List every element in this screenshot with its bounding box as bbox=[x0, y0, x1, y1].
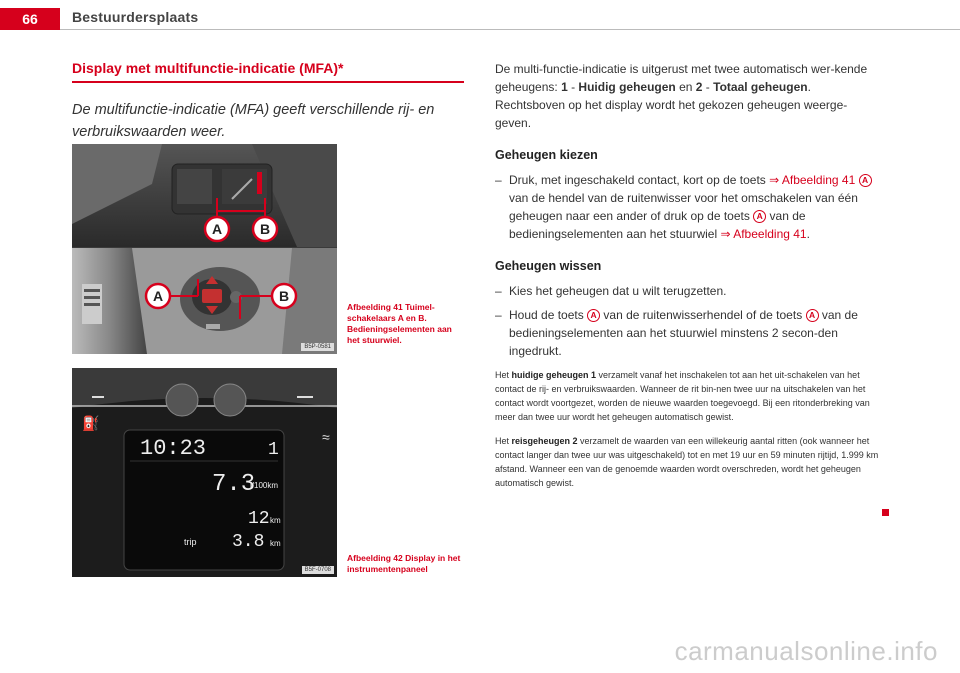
left-column bbox=[72, 60, 467, 143]
button-a-symbol: A bbox=[753, 210, 766, 223]
figure-41-stalk-and-wheel bbox=[72, 144, 337, 354]
intro-paragraph: De multi-functie-indicatie is uitgerust met twee automatisch wer-kende geheugens: 1 - Huidig geheugen en 2 - Totaal geheugen. Rechtsboven op het display wordt het gekozen geheugen weerge-geven. bbox=[495, 62, 868, 130]
section-subtitle: De multifunctie-indicatie (MFA) geeft verschillende rij- en verbruikswaarden weer. bbox=[72, 102, 435, 140]
callout-b-top: B bbox=[259, 221, 271, 237]
svg-text:≈: ≈ bbox=[322, 429, 330, 445]
button-a-symbol: A bbox=[859, 174, 872, 187]
display-memory-number: 1 bbox=[268, 440, 279, 460]
display-range-unit: km bbox=[270, 516, 281, 525]
note-current-memory: Het huidige geheugen 1 verzamelt vanaf het inschakelen tot aan het uit-schakelen van het contact de rij- en verbruikswaarden. Wanneer de rit bin-nen twee uur na uitschakelen van het contact wordt voortgezet, worden de nieuwe waarden toegevoegd. Bij een ritonderbreking van meer dan twee uur wordt het geheugen automatisch gewist. bbox=[495, 370, 870, 422]
watermark: carmanualsonline.info bbox=[674, 636, 938, 666]
figure-42-instrument-display bbox=[72, 368, 337, 577]
callout-a-bottom: A bbox=[152, 288, 164, 304]
heading-clear-memory: Geheugen wissen bbox=[495, 259, 602, 273]
chapter-title: Bestuurdersplaats bbox=[72, 9, 199, 25]
callout-b-bottom: B bbox=[278, 288, 290, 304]
note-trip-memory: Het reisgeheugen 2 verzamelt de waarden van een willekeurig aantal ritten (ook wanneer het contact langer dan twee uur was uitgeschakeld) tot en met 19 uur en 59 minuten rijtijd, 1.999 km afstand. Wanneer een van de genoemde waarden wordt overschreden, wordt het geheugen automatisch gewist. bbox=[495, 436, 879, 488]
display-time: 10:23 bbox=[140, 436, 207, 461]
figure-41-link[interactable]: ⇒ Afbeelding 41 bbox=[720, 227, 807, 241]
heading-select-memory: Geheugen kiezen bbox=[495, 148, 598, 162]
button-a-symbol: A bbox=[806, 309, 819, 322]
header-divider bbox=[60, 29, 960, 30]
svg-text:⛽: ⛽ bbox=[82, 415, 100, 431]
list-item: – Druk, met ingeschakeld contact, kort op de toets ⇒ Afbeelding 41 A van de hendel van de ruitenwisser voor het omschakelen van één geheugen naar een ander of druk op de toets A van de bedieningselementen aan het stuurwiel ⇒ Afbeelding 41. bbox=[495, 171, 880, 243]
figure-41-caption: Afbeelding 41 Tuimel-schakelaars A en B. Bedieningselementen aan het stuurwiel. bbox=[347, 302, 452, 345]
list-item: – Kies het geheugen dat u wilt terugzetten. bbox=[495, 282, 880, 300]
figure-42-caption: Afbeelding 42 Display in het instrumentenpaneel bbox=[347, 553, 461, 574]
display-consumption-unit: l/100km bbox=[250, 481, 279, 490]
right-column bbox=[495, 60, 880, 500]
display-consumption: 7.3 bbox=[212, 471, 256, 498]
display-trip-label: trip bbox=[184, 537, 197, 547]
list-item: – Houd de toets A van de ruitenwisserhendel of de toets A van de bedieningselementen aan het stuurwiel minstens 2 secon-den ingedrukt. bbox=[495, 306, 880, 360]
display-range: 12 bbox=[248, 509, 270, 529]
display-trip-unit: km bbox=[270, 539, 281, 548]
page-number: 66 bbox=[0, 8, 60, 30]
figure-42-code: B5F-0708 bbox=[302, 566, 334, 574]
display-trip-value: 3.8 bbox=[232, 532, 265, 552]
figure-41-code: B5P-0581 bbox=[301, 343, 334, 351]
page-header bbox=[0, 0, 960, 30]
button-a-symbol: A bbox=[587, 309, 600, 322]
section-title: Display met multifunctie-indicatie (MFA)* bbox=[72, 60, 464, 83]
callout-a-top: A bbox=[211, 221, 223, 237]
figure-41-link[interactable]: ⇒ Afbeelding 41 bbox=[769, 173, 856, 187]
section-end-marker bbox=[882, 509, 889, 516]
